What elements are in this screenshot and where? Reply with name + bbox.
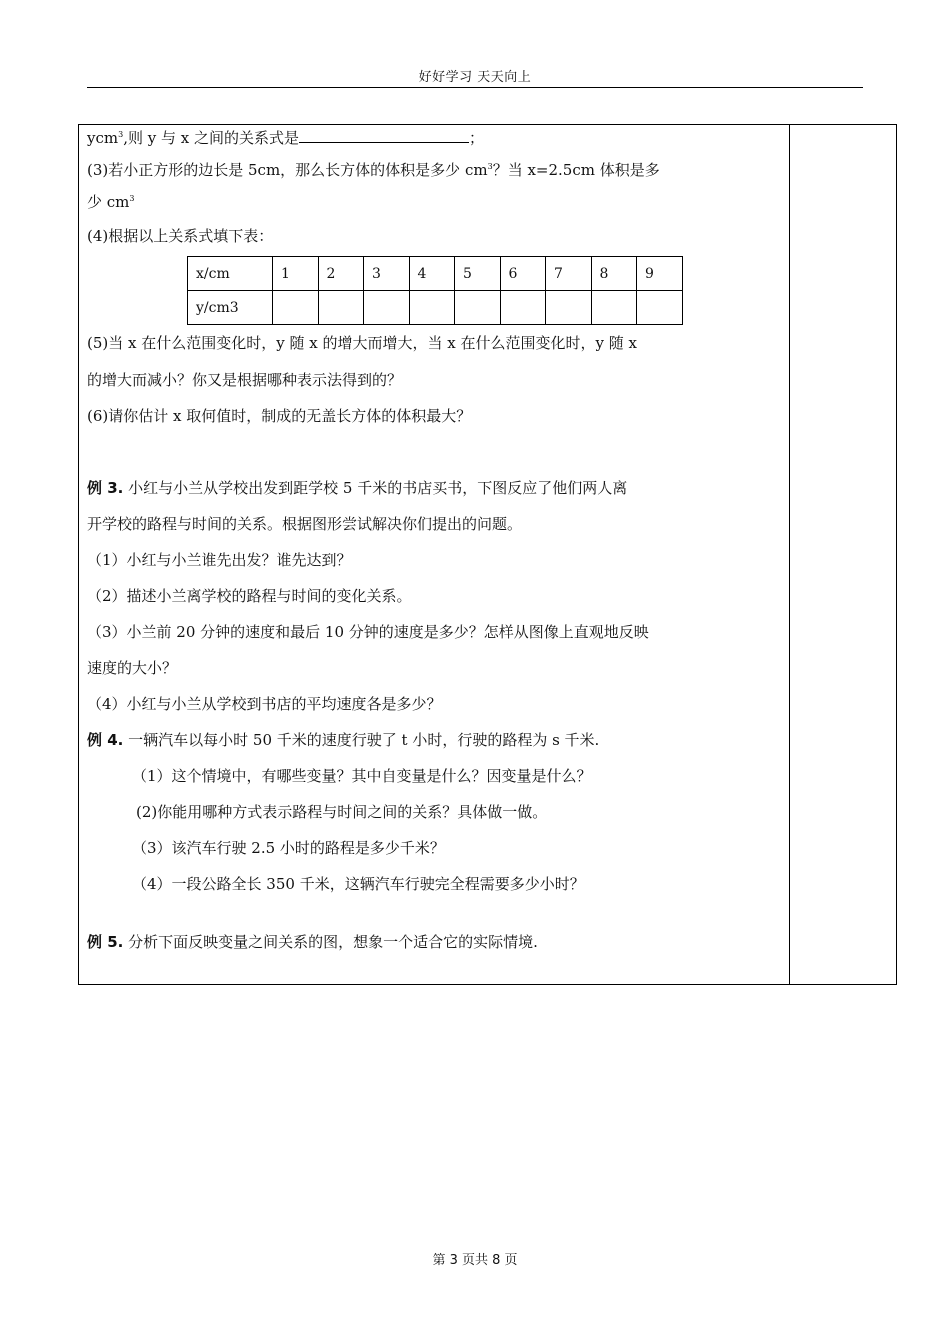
table-cell: 5 <box>455 257 501 291</box>
example-4-q2: (2)你能用哪种方式表示路程与时间之间的关系？具体做一做。 <box>136 803 548 821</box>
example-3-q1: （1）小红与小兰谁先出发？谁先达到？ <box>87 551 352 569</box>
question-5-cont: 的增大而减小？你又是根据哪种表示法得到的？ <box>87 371 403 389</box>
frame-divider <box>789 124 790 985</box>
table-cell: 3 <box>364 257 410 291</box>
table-cell: 1 <box>273 257 319 291</box>
example-3-q4: （4）小红与小兰从学校到书店的平均速度各是多少？ <box>87 695 442 713</box>
table-empty-cell[interactable] <box>591 291 637 325</box>
table-cell: 4 <box>409 257 455 291</box>
value-table <box>187 256 683 325</box>
question-3: (3)若小正方形的边长是 5cm，那么长方体的体积是多少 $cm^3$？当 x=2.5cm 体积是多 <box>87 161 660 179</box>
table-empty-cell[interactable] <box>364 291 410 325</box>
line-relation: ycm$^3$,则 y 与 x 之间的关系式是 ； <box>87 129 484 147</box>
table-header-y: y/cm3 <box>188 291 273 325</box>
table-cell: 2 <box>318 257 364 291</box>
example-3-cont: 开学校的路程与时间的关系。根据图形尝试解决你们提出的问题。 <box>87 515 523 533</box>
table-cell: 9 <box>637 257 683 291</box>
table-empty-cell[interactable] <box>273 291 319 325</box>
example-4: 例 4. 一辆汽车以每小时 50 千米的速度行驶了 t 小时，行驶的路程为 s 千米. <box>87 731 600 749</box>
example-5: 例 5. 分析下面反映变量之间关系的图，想象一个适合它的实际情境. <box>87 933 538 951</box>
example-3-q3: （3）小兰前 20 分钟的速度和最后 10 分钟的速度是多少？怎样从图像上直观地反映 <box>87 623 649 641</box>
table-cell: 6 <box>500 257 546 291</box>
page-header: 好好学习 天天向上 <box>418 70 532 85</box>
header-rule <box>87 87 863 88</box>
table-empty-cell[interactable] <box>455 291 501 325</box>
table-empty-cell[interactable] <box>409 291 455 325</box>
example-5-label: 例 5. <box>87 933 124 951</box>
page-footer: 第 3 页共 8 页 <box>432 1253 518 1268</box>
table-empty-cell[interactable] <box>637 291 683 325</box>
table-empty-cell[interactable] <box>546 291 592 325</box>
example-3-label: 例 3. <box>87 479 124 497</box>
example-4-q4: （4）一段公路全长 350 千米，这辆汽车行驶完全程需要多少小时？ <box>132 875 585 893</box>
table-row <box>188 257 683 291</box>
answer-blank[interactable] <box>299 128 469 143</box>
example-4-q3: （3）该汽车行驶 2.5 小时的路程是多少千米？ <box>132 839 445 857</box>
table-empty-cell[interactable] <box>500 291 546 325</box>
table-cell: 7 <box>546 257 592 291</box>
example-3: 例 3. 小红与小兰从学校出发到距学校 5 千米的书店买书，下图反应了他们两人离 <box>87 479 628 497</box>
table-header-x: x/cm <box>188 257 273 291</box>
example-4-q1: （1）这个情境中，有哪些变量？其中自变量是什么？因变量是什么？ <box>132 767 592 785</box>
table-cell: 8 <box>591 257 637 291</box>
example-4-label: 例 4. <box>87 731 124 749</box>
table-empty-cell[interactable] <box>318 291 364 325</box>
table-row <box>188 291 683 325</box>
example-3-q3-cont: 速度的大小？ <box>87 659 178 677</box>
question-5: (5)当 x 在什么范围变化时，y 随 x 的增大而增大，当 x 在什么范围变化时，y 随 x <box>87 334 637 352</box>
example-3-q2: （2）描述小兰离学校的路程与时间的变化关系。 <box>87 587 412 605</box>
question-3-cont: 少 $cm^3$ <box>87 193 135 211</box>
question-4: (4)根据以上关系式填下表： <box>87 227 274 245</box>
question-6: (6)请你估计 x 取何值时，制成的无盖长方体的体积最大？ <box>87 407 472 425</box>
